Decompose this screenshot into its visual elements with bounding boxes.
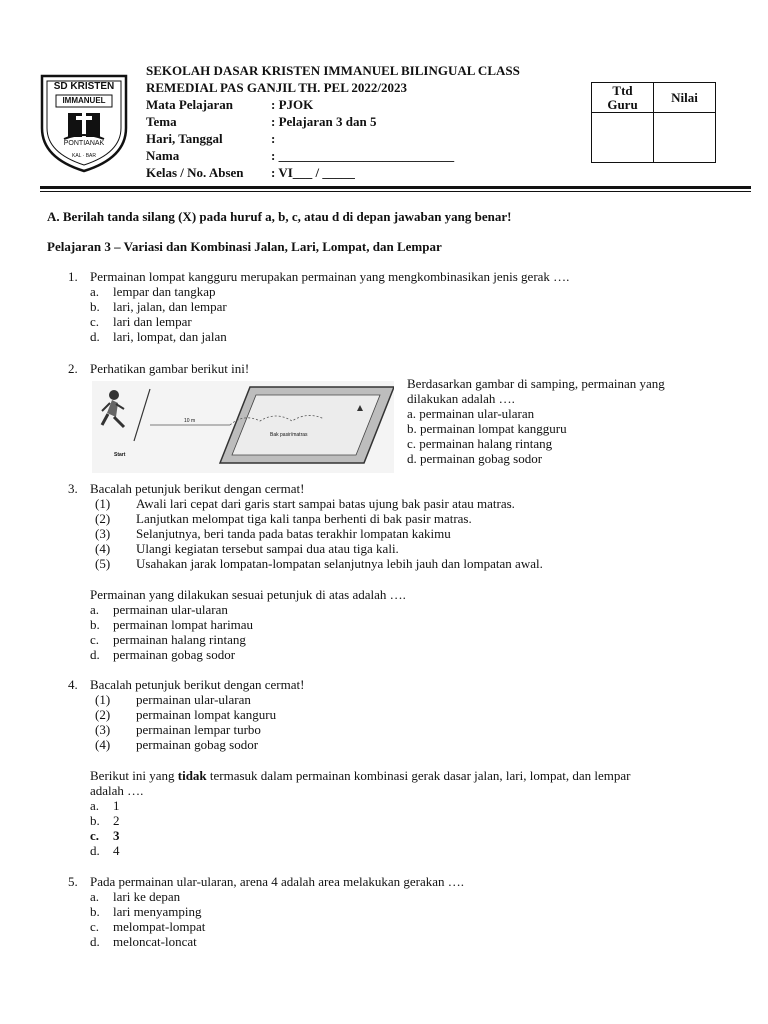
question-text: Permainan lompat kangguru merupakan permainan yang mengkombinasikan jenis gerak …. [90, 269, 570, 284]
logo-top-text: SD KRISTEN [53, 81, 115, 92]
section-title: Pelajaran 3 – Variasi dan Kombinasi Jalan, Lari, Lompat, dan Lempar [47, 239, 442, 254]
question-number: 1. [68, 269, 78, 284]
option-d[interactable]: d. permainan gobag sodor [407, 451, 543, 466]
option-c[interactable]: c. permainan halang rintang [407, 436, 553, 451]
step-number: (5) [95, 556, 111, 571]
step-number: (3) [95, 722, 111, 737]
question-number: 3. [68, 481, 78, 496]
step-text: Usahakan jarak lompatan-lompatan selanjutnya lebih jauh dan lompatan awal. [136, 556, 543, 571]
field-value: : [271, 131, 276, 146]
option-text: lempar dan tangkap [113, 284, 216, 299]
field-value: : VI___ / _____ [271, 165, 355, 180]
logo-city-text: PONTIANAK [63, 140, 105, 147]
question-number: 4. [68, 677, 78, 692]
question-4 [68, 677, 728, 867]
option-letter: c. [90, 828, 100, 843]
step-text: Awali lari cepat dari garis start sampai batas ujung bak pasir atau matras. [136, 496, 515, 511]
step-number: (2) [95, 707, 111, 722]
option-text: permainan ular-ularan [113, 602, 228, 617]
prompt-start: Berikut ini yang [90, 768, 178, 783]
option-text: 1 [113, 798, 120, 813]
question-prompt: Permainan yang dilakukan sesuai petunjuk di atas adalah …. [90, 587, 406, 602]
ttd-guru-cell[interactable] [592, 113, 654, 163]
question-text: Bacalah petunjuk berikut dengan cermat! [90, 677, 305, 692]
nilai-header: Nilai [654, 83, 716, 113]
step-number: (4) [95, 737, 111, 752]
question-prompt-line2: adalah …. [90, 783, 144, 798]
question-text: Pada permainan ular-ularan, arena 4 adalah area melakukan gerakan …. [90, 874, 465, 889]
option-text: permainan gobag sodor [113, 647, 236, 662]
option-letter: a. [90, 798, 100, 813]
step-text: Selanjutnya, beri tanda pada batas terakhir lompatan kakimu [136, 526, 451, 541]
option-text: lari menyamping [113, 904, 202, 919]
option-letter: b. [90, 904, 100, 919]
figure-distance-label: 10 m [184, 418, 196, 424]
option-letter: c. [90, 632, 100, 647]
option-text: melompat-lompat [113, 919, 206, 934]
question-1 [68, 269, 708, 349]
option-letter: a. [90, 602, 100, 617]
field-subject [146, 97, 566, 113]
step-number: (1) [95, 496, 111, 511]
option-text: 4 [113, 843, 120, 858]
step-text: Lanjutkan melompat tiga kali tanpa berhenti di bak pasir matras. [136, 511, 472, 526]
ttd-guru-header: Ttd Guru [592, 83, 654, 113]
instruction: A. Berilah tanda silang (X) pada huruf a, b, c, atau d di depan jawaban yang benar! [47, 209, 512, 224]
option-b[interactable]: b. permainan lompat kangguru [407, 421, 567, 436]
figure-pit-label: Bak pasir/matras [270, 432, 308, 438]
option-letter: a. [90, 284, 100, 299]
option-letter: c. [90, 919, 100, 934]
logo-banner-text: IMMANUEL [62, 96, 106, 105]
prompt-emphasis: tidak [177, 768, 207, 783]
option-text: permainan halang rintang [113, 632, 246, 647]
option-letter: b. [90, 299, 100, 314]
option-text: permainan lompat harimau [113, 617, 254, 632]
step-number: (2) [95, 511, 111, 526]
field-class [146, 165, 566, 181]
question-prompt [90, 768, 630, 783]
signature-grade-box [591, 82, 716, 163]
field-label: Tema [146, 114, 177, 129]
school-logo [38, 73, 130, 173]
option-text: 3 [113, 828, 120, 843]
question-number: 5. [68, 874, 78, 889]
figure-start-label: Start [114, 452, 126, 458]
header-divider [40, 186, 751, 189]
step-number: (3) [95, 526, 111, 541]
school-name: SEKOLAH DASAR KRISTEN IMMANUEL BILINGUAL CLASS [146, 63, 520, 78]
prompt-end: termasuk dalam permainan kombinasi gerak dasar jalan, lari, lompat, dan lempar [206, 768, 631, 783]
question-2-prompt-line2: dilakukan adalah …. [407, 391, 515, 406]
question-text: Bacalah petunjuk berikut dengan cermat! [90, 481, 305, 496]
long-jump-figure [92, 381, 394, 473]
header-divider-thin [40, 191, 751, 192]
option-letter: d. [90, 329, 100, 344]
option-letter: a. [90, 889, 100, 904]
field-label: Kelas / No. Absen [146, 165, 244, 180]
question-2-prompt-line1: Berdasarkan gambar di samping, permainan yang [407, 376, 665, 391]
field-label: Hari, Tanggal [146, 131, 223, 146]
question-number: 2. [68, 361, 78, 376]
field-value: : ___________________________ [271, 148, 455, 163]
question-text: Perhatikan gambar berikut ini! [90, 361, 250, 376]
option-text: lari, lompat, dan jalan [113, 329, 227, 344]
option-text: meloncat-loncat [113, 934, 197, 949]
question-3 [68, 481, 728, 661]
option-letter: d. [90, 934, 100, 949]
field-name [146, 148, 566, 164]
option-letter: c. [90, 314, 100, 329]
question-2-side [407, 376, 737, 468]
field-label: Nama [146, 148, 180, 163]
step-text: permainan ular-ularan [136, 692, 251, 707]
field-label: Mata Pelajaran [146, 97, 234, 112]
option-text: lari dan lempar [113, 314, 192, 329]
option-text: 2 [113, 813, 120, 828]
step-number: (4) [95, 541, 111, 556]
step-text: permainan lompat kanguru [136, 707, 277, 722]
option-letter: b. [90, 617, 100, 632]
step-text: permainan lempar turbo [136, 722, 261, 737]
step-text: permainan gobag sodor [136, 737, 259, 752]
exam-title: REMEDIAL PAS GANJIL TH. PEL 2022/2023 [146, 80, 408, 95]
option-letter: b. [90, 813, 100, 828]
field-date [146, 131, 566, 147]
option-letter: d. [90, 647, 100, 662]
question-5 [68, 874, 728, 954]
field-value: : Pelajaran 3 dan 5 [271, 114, 377, 129]
step-number: (1) [95, 692, 111, 707]
field-value: : PJOK [271, 97, 314, 112]
option-text: lari, jalan, dan lempar [113, 299, 227, 314]
option-text: lari ke depan [113, 889, 181, 904]
nilai-cell[interactable] [654, 113, 716, 163]
logo-motto-text: KAL · BAR [72, 153, 96, 159]
identity-fields [146, 97, 566, 187]
step-text: Ulangi kegiatan tersebut sampai dua atau tiga kali. [136, 541, 399, 556]
option-letter: d. [90, 843, 100, 858]
option-a[interactable]: a. permainan ular-ularan [407, 406, 535, 421]
field-theme [146, 114, 566, 130]
